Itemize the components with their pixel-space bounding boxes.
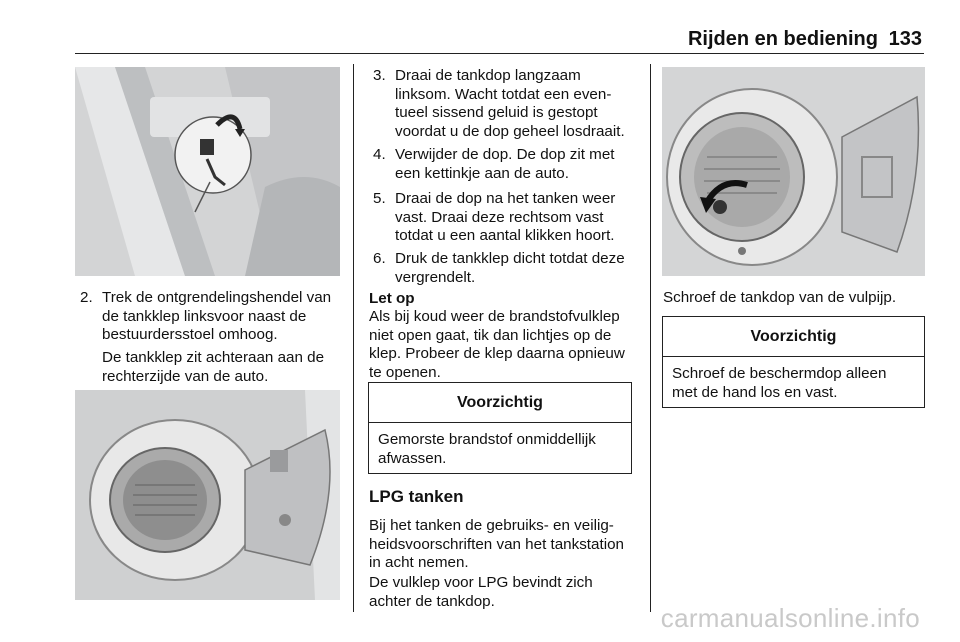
fuel-cap-unscrew-illustration: [662, 67, 925, 276]
lpg-heading: LPG tanken: [369, 487, 464, 506]
step-2-number: 2.: [80, 289, 93, 306]
caution-text: Gemorste brandstof onmiddellijk afwassen.: [378, 431, 596, 467]
caution-title: Voorzichtig: [369, 383, 631, 423]
step-2-text: Trek de ontgrendelingshendel van de tankklep linksvoor naast de bestuurdersstoel omhoog.: [102, 289, 332, 343]
watermark: carmanualsonline.info: [660, 603, 920, 633]
caution-title-right: Voorzichtig: [663, 317, 924, 357]
release-lever-illustration: [75, 67, 340, 276]
step-6-number: 6.: [373, 250, 386, 267]
caution-box-cap: [662, 316, 925, 408]
note-text: Als bij koud weer de brandstofvulklep niet open gaat, tik dan lichtjes op de klep. Probeer de klep daarna opnieuw te openen.: [369, 308, 625, 381]
note-title: Let op: [369, 290, 415, 307]
page-section-title: Rijden en bediening: [687, 28, 878, 50]
column-divider-left: [353, 64, 354, 612]
lpg-paragraph-1: Bij het tanken de gebruiks- en veiligheidsvoorschriften van het tankstation in acht nemen.: [369, 517, 624, 571]
lpg-paragraph-2: De vulklep voor LPG bevindt zich achter de tankdop.: [369, 574, 593, 610]
step-3-text: Draai de tankdop langzaam linksom. Wacht totdat een eventueel sissend geluid is gestopt voordat u de dop geheel losdraait.: [395, 67, 625, 140]
step-5-number: 5.: [373, 190, 386, 207]
step-3-number: 3.: [373, 67, 386, 84]
caution-box-fuel: [368, 382, 632, 474]
step-6-text: Druk de tankklep dicht totdat deze vergrendelt.: [395, 250, 625, 286]
page-number: 133: [888, 28, 922, 50]
caution-text-right: Schroef de beschermdop alleen met de hand los en vast.: [672, 365, 887, 401]
right-caption: Schroef de tankdop van de vulpijp.: [663, 289, 897, 306]
step-5-text: Draai de dop na het tanken weer vast. Draai deze rechtsom vast totdat u een aantal klikken hoort.: [395, 190, 616, 244]
step-4-number: 4.: [373, 146, 386, 163]
header-rule: [75, 53, 924, 54]
column-divider-right: [650, 64, 651, 612]
fuel-flap-open-illustration: [75, 390, 340, 600]
step-2-detail: De tankklep zit achteraan aan de rechterzijde van de auto.: [102, 349, 325, 385]
step-4-text: Verwijder de dop. De dop zit met een kettinkje aan de auto.: [395, 146, 615, 182]
